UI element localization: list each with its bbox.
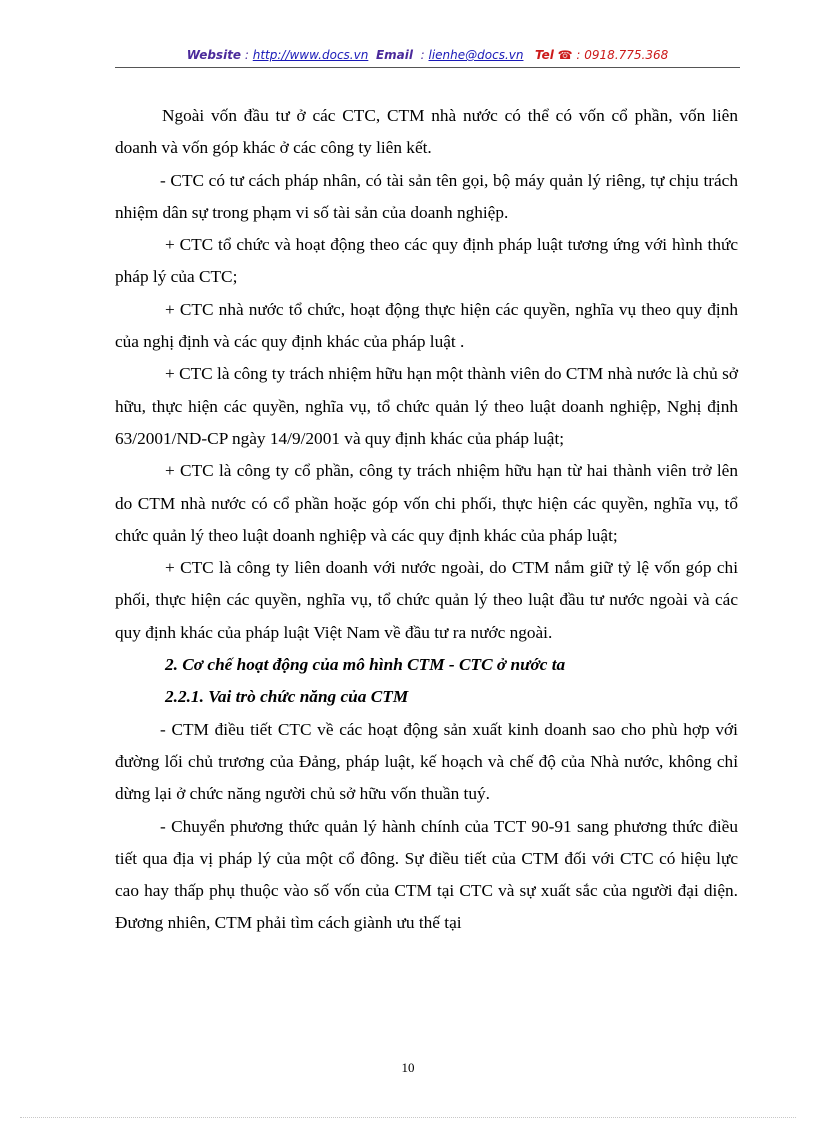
tel-label: Tel: [534, 48, 554, 62]
phone-icon: ☎: [557, 48, 573, 62]
tel-number: 0918.775.368: [584, 48, 669, 62]
subsection-heading: 2.2.1. Vai trò chức năng của CTM: [165, 687, 409, 707]
page-number: 10: [401, 1060, 415, 1075]
paragraph: - Chuyển phương thức quản lý hành chính của TCT 90-91 sang phương thức điều tiết qua địa vị pháp lý của một cổ đông. Sự điều tiết của CTM đối với CTC có hiệu lực cao hay thấp phụ thuộc vào số vốn của CTM tại CTC và sự xuất sắc của người đại diện. Đương nhiên, CTM phải tìm cách giành ưu thế tại: [115, 816, 738, 933]
website-separator: :: [241, 48, 253, 62]
page-bottom-border: [20, 1117, 796, 1118]
paragraph: + CTC nhà nước tổ chức, hoạt động thực hiện các quyền, nghĩa vụ theo quy định của nghị định và các quy định khác của pháp luật .: [115, 299, 738, 352]
section-heading: 2. Cơ chế hoạt động của mô hình CTM - CTC ở nước ta: [165, 655, 566, 675]
paragraph: - CTC có tư cách pháp nhân, có tài sản tên gọi, bộ máy quản lý riêng, tự chịu trách nhiệm dân sự trong phạm vi số tài sản của doanh nghiệp.: [115, 170, 738, 222]
email-separator: :: [416, 48, 429, 62]
website-label: Website: [186, 48, 242, 62]
paragraph: Ngoài vốn đầu tư ở các CTC, CTM nhà nước có thể có vốn cổ phần, vốn liên doanh và vốn góp khác ở các công ty liên kết.: [115, 106, 738, 158]
paragraph: + CTC tổ chức và hoạt động theo các quy định pháp luật tương ứng với hình thức pháp lý của CTC;: [115, 235, 738, 287]
header-divider: [115, 67, 740, 68]
document-body: [115, 100, 738, 940]
website-link[interactable]: http://www.docs.vn: [252, 48, 369, 62]
paragraph: + CTC là công ty liên doanh với nước ngoài, do CTM nắm giữ tỷ lệ vốn góp chi phối, thực hiện các quyền, nghĩa vụ, tổ chức quản lý theo luật đầu tư nước ngoài và các quy định khác của pháp luật Việt Nam về đầu tư ra nước ngoài.: [115, 558, 738, 642]
tel-separator: :: [572, 48, 585, 62]
paragraph: + CTC là công ty trách nhiệm hữu hạn một thành viên do CTM nhà nước là chủ sở hữu, thực hiện các quyền, nghĩa vụ, tổ chức quản lý theo luật doanh nghiệp, Nghị định 63/2001/ND-CP ngày 14/9/2001 và quy định khác của pháp luật;: [115, 364, 738, 448]
paragraph: + CTC là công ty cổ phần, công ty trách nhiệm hữu hạn từ hai thành viên trở lên do CTM nhà nước có cổ phần hoặc góp vốn chi phối, thực hiện các quyền, nghĩa vụ, tổ chức quản lý theo luật doanh nghiệp và các quy định khác của pháp luật;: [115, 461, 738, 545]
paragraph: - CTM điều tiết CTC về các hoạt động sản xuất kinh doanh sao cho phù hợp với đường lối chủ trương của Đảng, pháp luật, kế hoạch và chế độ của Nhà nước, không chỉ dừng lại ở chức năng người chủ sở hữu vốn thuần tuý.: [115, 719, 738, 804]
email-label: Email: [375, 48, 413, 62]
email-link[interactable]: lienhe@docs.vn: [428, 48, 524, 62]
page-header: [115, 47, 740, 63]
